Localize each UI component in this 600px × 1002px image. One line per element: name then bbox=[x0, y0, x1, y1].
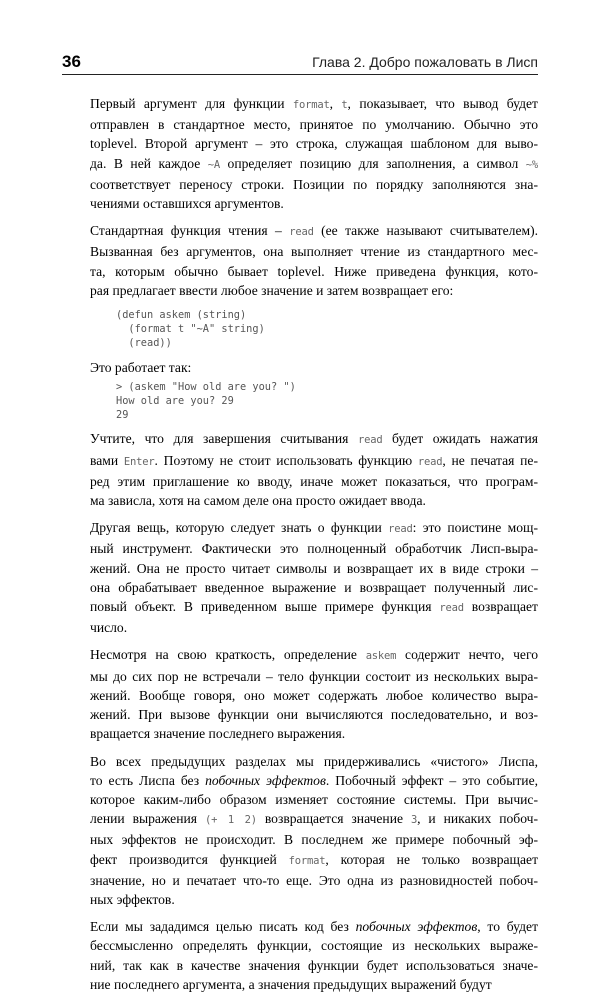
text-line: Если мы зададимся целью писать код без побочных эффектов, то будет bbox=[90, 919, 539, 935]
text-line: чениями оставшихся аргументов. bbox=[90, 196, 284, 212]
text-line: да. В ней каждое ~A определяет позицию для заполнения, а символ ~% bbox=[90, 155, 538, 171]
text-line: повый объект. В приведенном выше примере функция read возвращает bbox=[90, 599, 538, 615]
header-rule bbox=[62, 74, 538, 75]
text-line: мы до сих пор не встречали – тело функции состоит из нескольких выра- bbox=[90, 668, 538, 684]
code-block-askem-definition bbox=[116, 308, 538, 351]
text-line: вами Enter. Поэтому не стоит использовать функцию read, не печатая пе- bbox=[90, 452, 538, 468]
running-head: Глава 2. Добро пожаловать в Лисп bbox=[312, 54, 538, 70]
text-line: Первый аргумент для функции format, t, показывает, что вывод будет bbox=[90, 96, 538, 111]
text-line: значение, но и печатает что-то еще. Это одна из разновидностей побоч- bbox=[90, 872, 538, 888]
paragraph-format-args bbox=[90, 94, 538, 213]
text-line: Учтите, что для завершения считывания read будет ожидать нажатия bbox=[90, 431, 538, 447]
text-line: то есть Лиспа без побочных эффектов. Побочный эффект – это событие, bbox=[90, 772, 538, 788]
text-line: которое каким-либо образом изменяет состояние системы. При вычис- bbox=[90, 791, 538, 807]
code-line: (defun askem (string) bbox=[116, 309, 247, 322]
text-line: она обрабатывает введенное выражение и возвращает полученный лис- bbox=[90, 579, 538, 595]
text-line: ных эффектов не происходит. В последнем же примере побочный эф- bbox=[90, 832, 538, 848]
works-label: Это работает так: bbox=[90, 359, 192, 375]
code-block-askem-example bbox=[116, 380, 538, 423]
text-line: ный инструмент. Фактически это полноценный обработчик Лисп-выра- bbox=[90, 541, 538, 557]
text-line: число. bbox=[90, 620, 128, 636]
text-line: бессмысленно определять функции, состоящие из нескольких выраже- bbox=[90, 938, 538, 954]
text-line: лении выражения (+ 1 2) возвращается значение 3, и никаких побоч- bbox=[90, 811, 539, 827]
paragraph-no-side-effects bbox=[90, 917, 538, 994]
code-line: 29 bbox=[116, 409, 129, 422]
text-line: Во всех предыдущих разделах мы придерживались «чистого» Лиспа, bbox=[90, 753, 538, 769]
text-line: жений. Вообще говоря, оно может содержать любое количество выра- bbox=[90, 687, 538, 703]
text-line: Несмотря на свою краткость, определение askem содержит нечто, чего bbox=[90, 647, 539, 663]
text-line: ных эффектов. bbox=[90, 891, 175, 907]
text-line: Стандартная функция чтения – read (ее также называют считывателем). bbox=[90, 223, 538, 239]
code-line: (read)) bbox=[116, 337, 172, 350]
text-line: фект производится функцией format, которая не только возвращает bbox=[90, 851, 539, 867]
code-line: How old are you? 29 bbox=[116, 395, 234, 408]
text-line: жений. При вызове функции они вычисляются последовательно, и воз- bbox=[90, 707, 538, 723]
text-line: та, которым обычно бывает toplevel. Ниже приведена функция, кото- bbox=[90, 263, 538, 279]
text-line: жений. Она не просто читает символы и возвращает их в виде строки – bbox=[90, 560, 538, 576]
text-line: ние последнего аргумента, а значения предыдущих выражений будут bbox=[90, 976, 492, 992]
text-line: Вызванная без аргументов, она выполняет чтение из стандартного мес- bbox=[90, 244, 538, 260]
text-line: toplevel. Второй аргумент – это строка, служащая шаблоном для выво- bbox=[90, 136, 538, 152]
text-line: рая предлагает ввести любое значение и затем возвращает его: bbox=[90, 282, 454, 298]
text-line: ма зависла, хотя на самом деле она просто ожидает ввода. bbox=[90, 493, 426, 509]
paragraph-read-power bbox=[90, 518, 538, 637]
code-line: > (askem "How old are you? ") bbox=[116, 380, 296, 393]
text-line: вращается значение последнего выражения. bbox=[90, 726, 346, 742]
text-line: Другая вещь, которую следует знать о функции read: это поистине мощ- bbox=[90, 520, 538, 536]
text-line: соответствует переносу строки. Позиции по порядку заполняются зна- bbox=[90, 176, 538, 192]
page-number: 36 bbox=[62, 52, 81, 71]
paragraph-side-effects bbox=[90, 752, 538, 910]
code-line: (format t "~A" string) bbox=[116, 323, 265, 336]
text-line: ред этим приглашение ко вводу, иначе может показаться, что програм- bbox=[90, 473, 538, 489]
paragraph-askem-body bbox=[90, 645, 538, 743]
paragraph-enter-note bbox=[90, 429, 538, 510]
text-line: отправлен в стандартное место, принятое по умолчанию. Обычно это bbox=[90, 117, 538, 133]
page-body bbox=[90, 94, 538, 1002]
text-line: ний, так как в качестве значения функции будет использоваться значе- bbox=[90, 957, 538, 973]
paragraph-read-function bbox=[90, 221, 538, 300]
